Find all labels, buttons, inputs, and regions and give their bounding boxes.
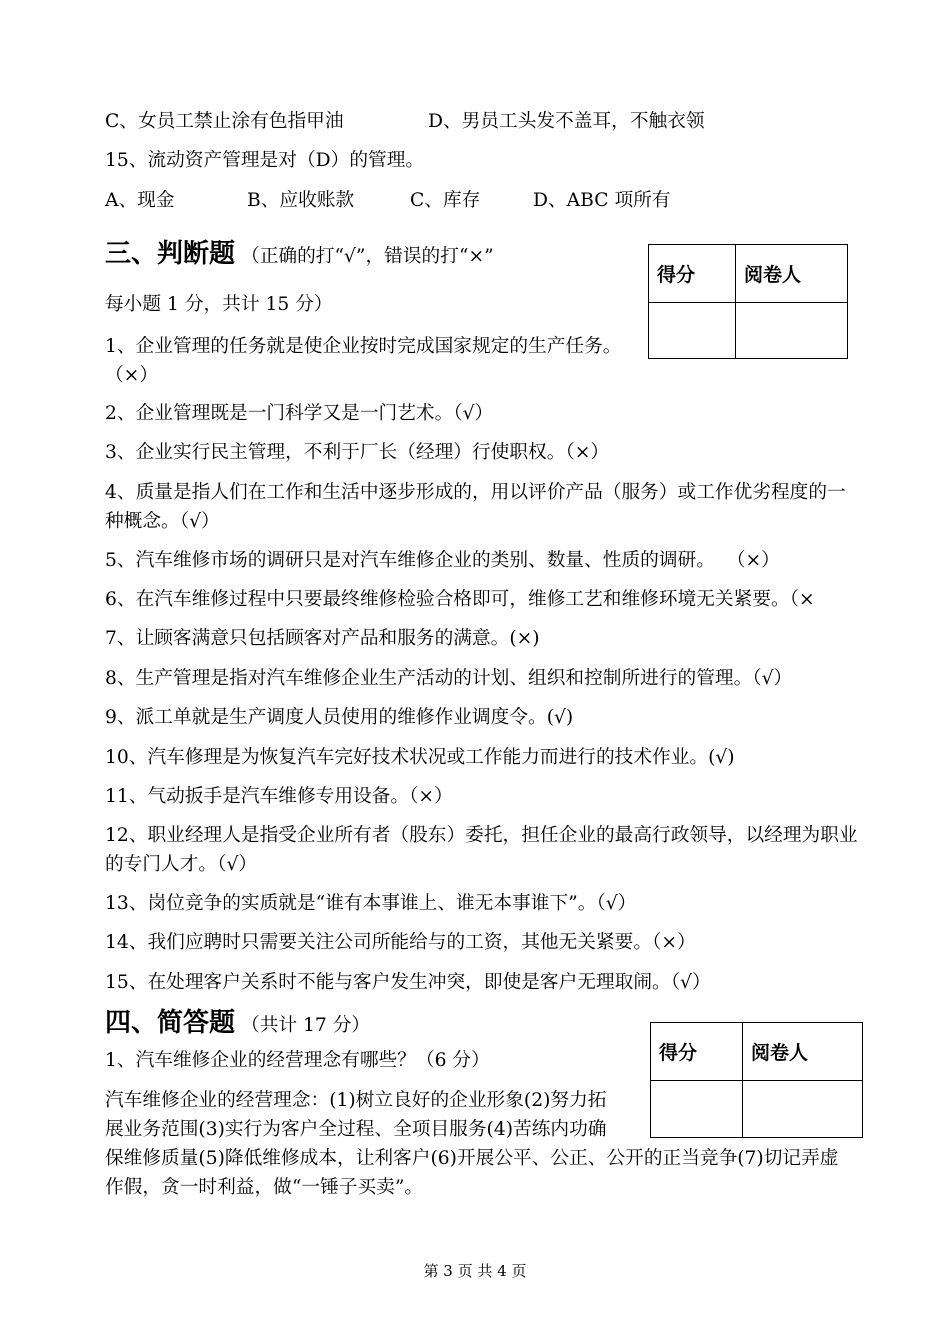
judgment-item-11: 11、气动扳手是汽车维修专用设备。（×）: [105, 786, 453, 807]
answer-line: 汽车维修企业的经营理念：(1)树立良好的企业形象(2)努力拓: [105, 1090, 607, 1111]
short-answer-question-1: 1、汽车维修企业的经营理念有哪些？（6 分）: [105, 1050, 490, 1071]
q14-option-c: C、女员工禁止涂有色指甲油: [105, 111, 344, 132]
q15-option-a: A、现金: [105, 190, 175, 211]
q14-option-d: D、男员工头发不盖耳，不触衣领: [428, 111, 705, 132]
judgment-item-line: 种概念。（√）: [105, 511, 220, 532]
section3-score-table: [648, 244, 848, 359]
section3-note: （正确的打“√”，错误的打“×”: [241, 246, 494, 267]
judgment-item-line: 1、企业管理的任务就是使企业按时完成国家规定的生产任务。: [105, 336, 622, 357]
judgment-item-line: 的专门人才。（√）: [105, 854, 258, 875]
grader-cell: [736, 303, 848, 359]
judgment-item-3: 3、企业实行民主管理，不利于厂长（经理）行使职权。（×）: [105, 442, 610, 463]
judgment-item-line: （×）: [105, 365, 159, 386]
score-header: 得分: [651, 1023, 743, 1081]
grader-header: 阅卷人: [743, 1023, 863, 1081]
q15-option-c: C、库存: [410, 190, 481, 211]
judgment-item-15: 15、在处理客户关系时不能与客户发生冲突，即使是客户无理取闹。（√）: [105, 972, 711, 993]
section3-heading: [105, 238, 494, 273]
score-cell: [649, 303, 736, 359]
judgment-item-2: 2、企业管理既是一门科学又是一门艺术。（√）: [105, 403, 494, 424]
judgment-item-line: 12、职业经理人是指受企业所有者（股东）委托，担任企业的最高行政领导，以经理为职业: [105, 825, 858, 846]
answer-line: 展业务范围(3)实行为客户全过程、全项目服务(4)苦练内功确: [105, 1119, 607, 1140]
judgment-item-7: 7、让顾客满意只包括顾客对产品和服务的满意。(×): [105, 628, 540, 649]
section4-note: （共计 17 分）: [241, 1015, 371, 1036]
judgment-item-line: 4、质量是指人们在工作和生活中逐步形成的，用以评价产品（服务）或工作优劣程度的一: [105, 482, 846, 503]
judgment-item-10: 10、汽车修理是为恢复汽车完好技术状况或工作能力而进行的技术作业。(√): [105, 747, 735, 768]
section4-heading: [105, 1007, 370, 1042]
judgment-item-13: 13、岗位竞争的实质就是“谁有本事谁上、谁无本事谁下”。（√）: [105, 893, 637, 914]
page-number: 第 3 页 共 4 页: [423, 1262, 527, 1280]
grader-cell: [743, 1081, 863, 1138]
score-header: 得分: [649, 245, 736, 303]
judgment-item-8: 8、生产管理是指对汽车维修企业生产活动的计划、组织和控制所进行的管理。（√）: [105, 668, 793, 689]
grader-header: 阅卷人: [736, 245, 848, 303]
answer-line: 作假，贪一时利益，做“一锤子买卖”。: [105, 1177, 424, 1198]
judgment-item-14: 14、我们应聘时只需要关注公司所能给与的工资，其他无关紧要。（×）: [105, 932, 696, 953]
judgment-item-9: 9、派工单就是生产调度人员使用的维修作业调度令。(√): [105, 707, 574, 728]
section4-score-table: [650, 1022, 863, 1138]
section3-title: 三、判断题: [105, 239, 236, 269]
judgment-item-5: 5、汽车维修市场的调研只是对汽车维修企业的类别、数量、性质的调研。 （×）: [105, 550, 780, 571]
q15-option-b: B、应收账款: [247, 190, 355, 211]
q15-stem: 15、流动资产管理是对（D）的管理。: [105, 150, 425, 171]
section3-note-continued: 每小题 1 分，共计 15 分）: [105, 294, 333, 315]
section4-title: 四、简答题: [105, 1008, 236, 1038]
score-cell: [651, 1081, 743, 1138]
answer-line: 保维修质量(5)降低维修成本，让利客户(6)开展公平、公正、公开的正当竞争(7)切记弄虚: [105, 1148, 839, 1169]
judgment-item-6: 6、在汽车维修过程中只要最终维修检验合格即可，维修工艺和维修环境无关紧要。（×: [105, 589, 815, 610]
q15-option-d: D、ABC 项所有: [533, 190, 671, 211]
